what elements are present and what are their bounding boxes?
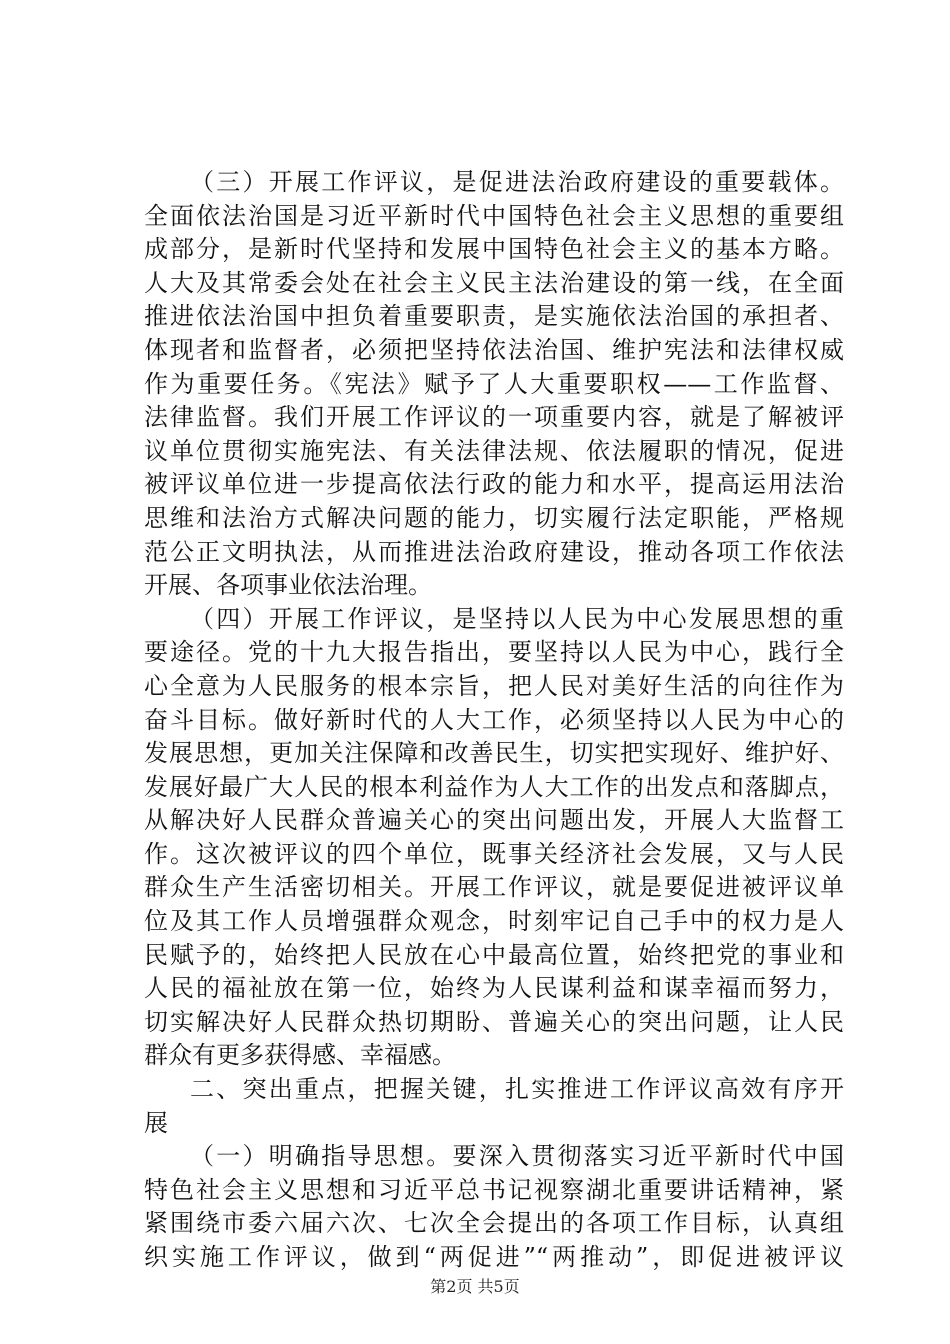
paragraph-line: 民赋予的，始终把人民放在心中最高位置，始终把党的事业和 [144,940,844,969]
paragraph-line: 奋斗目标。做好新时代的人大工作，必须坚持以人民为中心的 [144,705,844,734]
paragraph-line: 心全意为人民服务的根本宗旨，把人民对美好生活的向往作为 [144,671,844,700]
paragraph-line: （一）明确指导思想。要深入贯彻落实习近平新时代中国 [190,1142,844,1171]
section-heading-line: 展 [144,1108,168,1137]
page-number-label: 第2页 共5页 [430,1277,520,1296]
section-heading-line: 二、突出重点，把握关键，扎实推进工作评议高效有序开 [190,1075,844,1104]
paragraph-line: 被评议单位进一步提高依法行政的能力和水平，提高运用法治 [144,470,844,499]
paragraph-line: 发展好最广大人民的根本利益作为人大工作的出发点和落脚点， [144,772,844,801]
paragraph-line: 全面依法治国是习近平新时代中国特色社会主义思想的重要组 [144,201,844,230]
paragraph-line: 成部分，是新时代坚持和发展中国特色社会主义的基本方略。 [144,235,844,264]
paragraph-line: 作为重要任务。《宪法》赋予了人大重要职权——工作监督、 [144,369,844,398]
paragraph-line: 位及其工作人员增强群众观念，时刻牢记自己手中的权力是人 [144,907,844,936]
paragraph-line: 体现者和监督者，必须把坚持依法治国、维护宪法和法律权威 [144,335,844,364]
paragraph-line: 人民的福祉放在第一位，始终为人民谋利益和谋幸福而努力， [144,974,844,1003]
paragraph-line: 思维和法治方式解决问题的能力，切实履行法定职能，严格规 [144,503,844,532]
paragraph-line: 切实解决好人民群众热切期盼、普遍关心的突出问题，让人民 [144,1007,844,1036]
page-footer [0,1274,950,1297]
paragraph-line: 开展、各项事业依法治理。 [144,571,432,600]
paragraph-line: 作。这次被评议的四个单位，既事关经济社会发展，又与人民 [144,839,844,868]
paragraph-line: 从解决好人民群众普遍关心的突出问题出发，开展人大监督工 [144,806,844,835]
paragraph-line: 紧围绕市委六届六次、七次全会提出的各项工作目标，认真组 [144,1209,844,1238]
paragraph-line: 议单位贯彻实施宪法、有关法律法规、依法履职的情况，促进 [144,436,844,465]
paragraph-line: 人大及其常委会处在社会主义民主法治建设的第一线，在全面 [144,268,844,297]
paragraph-line: 范公正文明执法，从而推进法治政府建设，推动各项工作依法 [144,537,844,566]
paragraph-line: 特色社会主义思想和习近平总书记视察湖北重要讲话精神，紧 [144,1175,844,1204]
paragraph-line: 法律监督。我们开展工作评议的一项重要内容，就是了解被评 [144,403,844,432]
paragraph-line: 要途径。党的十九大报告指出，要坚持以人民为中心，践行全 [144,638,844,667]
paragraph-line: 群众生产生活密切相关。开展工作评议，就是要促进被评议单 [144,873,844,902]
document-body [144,166,844,1275]
paragraph-line: 发展思想，更加关注保障和改善民生，切实把实现好、维护好、 [144,739,844,768]
paragraph-line: 织实施工作评议，做到“两促进”“两推动”，即促进被评议 [144,1243,844,1271]
paragraph-line: 推进依法治国中担负着重要职责，是实施依法治国的承担者、 [144,302,844,331]
paragraph-line: （三）开展工作评议，是促进法治政府建设的重要载体。 [190,168,844,196]
paragraph-line: 群众有更多获得感、幸福感。 [144,1041,456,1070]
paragraph-line: （四）开展工作评议，是坚持以人民为中心发展思想的重 [190,604,844,633]
